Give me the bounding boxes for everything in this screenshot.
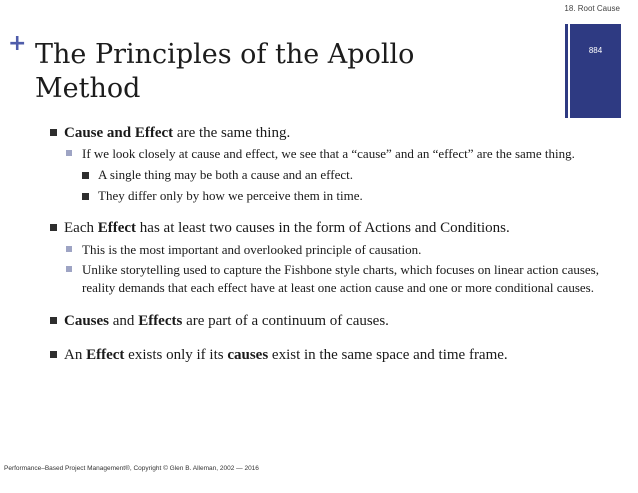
bullet-1-1-text: If we look closely at cause and effect, we see that a “cause” and an “effect” are the same thing.	[82, 146, 575, 161]
square-bullet-icon	[66, 150, 72, 156]
bullet-4-mid: exists only if its	[124, 347, 228, 363]
bullet-2-1	[66, 241, 610, 259]
bullet-1-1-2-text: They differ only by how we perceive them in time.	[98, 188, 363, 203]
slide-content	[50, 123, 610, 365]
bullet-2-1-text: This is the most important and overlooked principle of causation.	[82, 242, 422, 257]
bullet-1-1-1-text: A single thing may be both a cause and an effect.	[98, 167, 353, 182]
bullet-2-pre: Each	[64, 220, 98, 236]
bullet-3-bold-2: Effects	[138, 313, 183, 329]
square-bullet-icon	[50, 317, 57, 324]
bullet-4-pre: An	[64, 347, 87, 363]
bullet-4-bold-1: Effect	[86, 347, 125, 363]
footer-copyright: Performance–Based Project Management®, Copyright © Glen B. Alleman, 2002 — 2016	[4, 465, 259, 472]
bullet-2-bold: Effect	[97, 220, 137, 236]
square-bullet-icon	[66, 266, 72, 272]
bullet-1	[50, 123, 610, 143]
bullet-4	[50, 345, 610, 365]
bullet-4-text: exist in the same space and time frame.	[268, 347, 508, 363]
bullet-1-1-2	[82, 187, 610, 205]
bullet-1-text: are the same thing.	[173, 125, 291, 141]
bullet-1-1-1	[82, 166, 610, 184]
accent-bar	[570, 24, 621, 118]
bullet-2-text: has at least two causes in the form of Actions and Conditions.	[136, 220, 510, 236]
slide-title	[35, 38, 555, 106]
title-line-2: Method	[35, 73, 141, 104]
bullet-4-bold-2: causes	[227, 347, 269, 363]
square-bullet-icon	[50, 129, 57, 136]
square-bullet-icon	[82, 172, 89, 179]
bullet-2-2-text: Unlike storytelling used to capture the Fishbone style charts, which focuses on linear action causes, reality demands that each effect have at least one action cause and one or more conditional causes.	[82, 262, 599, 295]
title-line-1: The Principles of the Apollo	[35, 39, 415, 70]
bullet-3	[50, 311, 610, 331]
plus-icon: +	[8, 31, 27, 56]
square-bullet-icon	[66, 246, 72, 252]
chapter-label: 18. Root Cause	[564, 4, 620, 13]
square-bullet-icon	[50, 351, 57, 358]
bullet-3-mid: and	[109, 313, 139, 329]
square-bullet-icon	[50, 224, 57, 231]
bullet-2-2	[66, 261, 610, 297]
bullet-2	[50, 218, 610, 238]
bullet-3-bold-1: Causes	[64, 313, 110, 329]
bullet-1-1	[66, 145, 610, 163]
bullet-1-bold: Cause and Effect	[64, 125, 174, 141]
accent-bar-thin	[565, 24, 568, 118]
square-bullet-icon	[82, 193, 89, 200]
bullet-3-text: are part of a continuum of causes.	[182, 313, 389, 329]
page-number: 884	[588, 46, 603, 55]
